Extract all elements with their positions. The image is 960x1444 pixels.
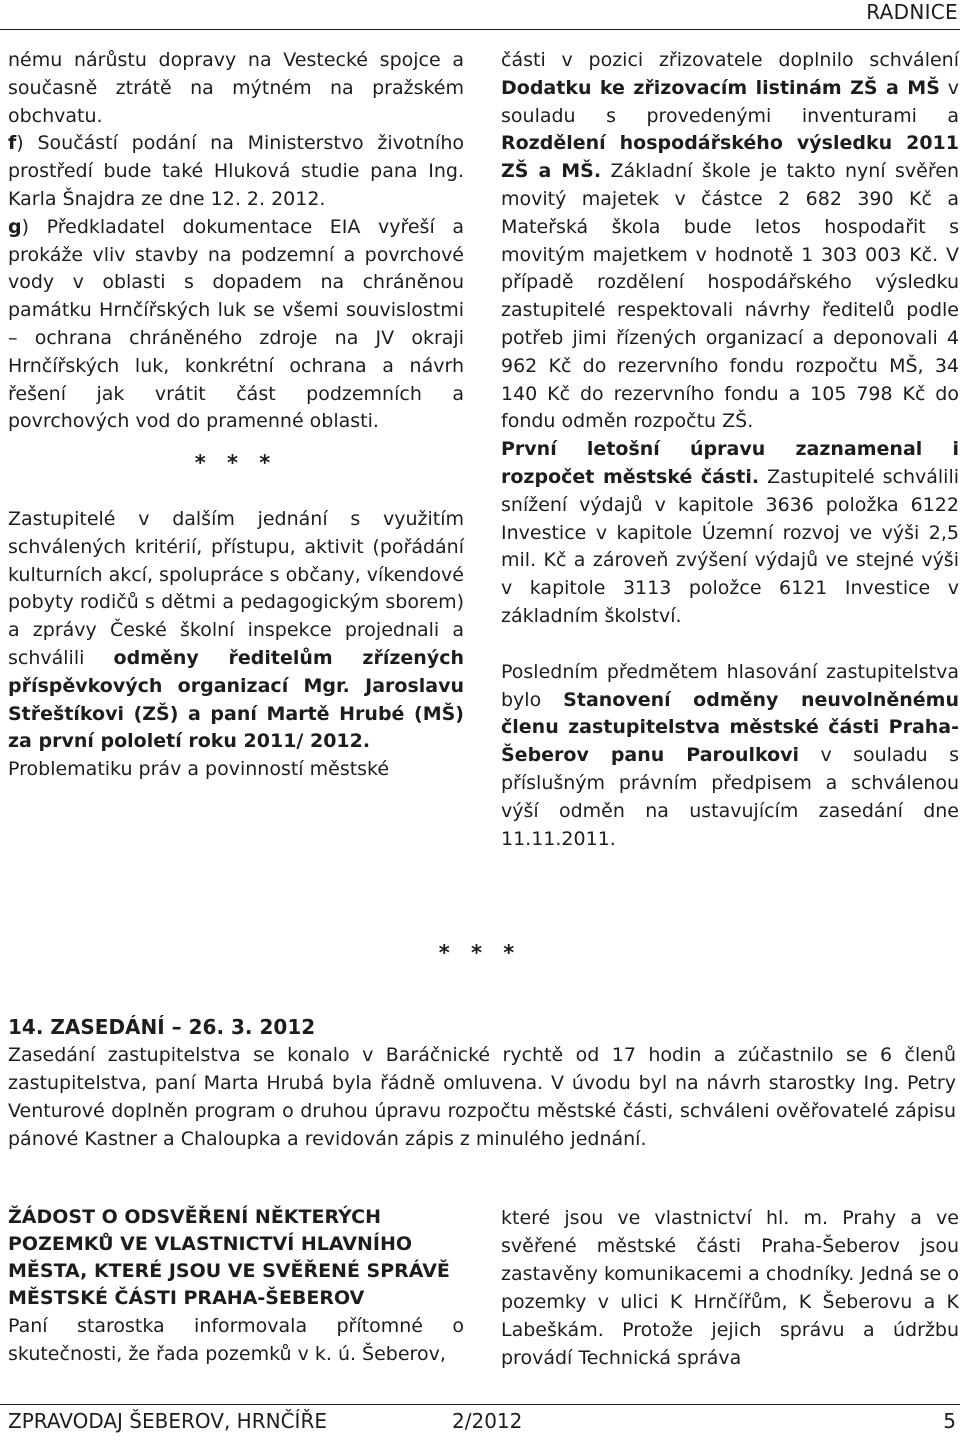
right-column bbox=[501, 47, 959, 853]
meeting-section bbox=[8, 1013, 956, 1153]
meeting-title: 14. ZASEDÁNÍ – 26. 3. 2012 bbox=[8, 1015, 316, 1039]
item-f-text: ) Součástí podání na Ministerstvo životního prostředí bude také Hluková studie pana Ing. Karla Šnajdra ze dne 12. 2. 2012. bbox=[8, 132, 464, 210]
item-marker-f: f bbox=[8, 132, 17, 155]
paragraph-left-1: nému nárůstu dopravy na Vestecké spojce a současně ztrátě na mýtném na pražském obchvatu. bbox=[8, 49, 464, 127]
rewards-intro: Zastupitelé v dalším jednání s využitím schválených kritérií, přístupu, aktivit (pořádání kulturních akcí, spolupráce s občany, víkendové pobyty rodičů s dětmi a pedagogickým sborem) a zprávy České školní inspekce projednali a schválili bbox=[8, 507, 464, 669]
rewards-bold: odměny ředitelům zřízených příspěvkových organizací Mgr. Jaroslavu Střeštíkovi (ZŠ) a paní Martě Hrubé (MŠ) za první pololetí roku 2011/ 2012. bbox=[8, 646, 464, 753]
text-run: Zastupitelé schválili snížení výdajů v kapitole 3636 položka 6122 Investice v kapitole Územní rozvoj ve výši 2,5 mil. Kč a zároveň zvýšení výdajů ve stejné výši v kapitole 3113 položce 6121 Investice v základním školství. bbox=[501, 465, 960, 627]
section-separator: * * * bbox=[194, 451, 278, 476]
page-number: 5 bbox=[943, 1409, 956, 1433]
text-run: v souladu s provedenými inventurami a bbox=[501, 76, 959, 127]
left-column bbox=[8, 47, 464, 784]
publication-name: ZPRAVODAJ ŠEBEROV, HRNČÍŘE bbox=[8, 1409, 327, 1433]
article-text-right: které jsou ve vlastnictví hl. m. Prahy a ve svěřené městské části Praha-Šeberov jsou zastavěny komunikacemi a chodníky. Jedná se o pozemky v ulici K Hrnčířům, K Šeberovu a K Labeškám. Protože jejich správu a údržbu provádí Technická správa bbox=[501, 1207, 959, 1369]
text-run: v souladu s příslušným právním předpisem a schválenou výší odměn na ustavujícím zasedání dne 11.11.2011. bbox=[501, 744, 959, 850]
article-text-left: Paní starostka informovala přítomné o skutečnosti, že řada pozemků v k. ú. Šeberov, bbox=[8, 1315, 464, 1365]
footer-rule bbox=[0, 1404, 960, 1405]
bold-run: Dodatku ke zřizovacím listinám ZŠ a MŠ bbox=[501, 76, 940, 99]
paragraph-right-3 bbox=[501, 659, 959, 854]
bold-run: Rozdělení hospodářského výsledku 2011 ZŠ a MŠ. bbox=[501, 132, 959, 183]
article-heading: ŽÁDOST O ODSVĚŘENÍ NĚKTERÝCH POZEMKŮ VE VLASTNICTVÍ HLAVNÍHO MĚSTA, KTERÉ JSOU VE SVĚŘENÉ SPRÁVĚ MĚSTSKÉ ČÁSTI PRAHA-ŠEBEROV bbox=[8, 1206, 450, 1309]
bold-run: Stanovení odměny neuvolněnému členu zastupitelstva městské části Praha-Šeberov panu Paroulkovi bbox=[501, 688, 960, 767]
item-g-text: ) Předkladatel dokumentace EIA vyřeší a prokáže vliv stavby na podzemní a povrchové vody v oblasti s dopadem na chráněnou památku Hrnčířských luk se všemi souvislostmi – ochrana chráněného zdroje na JV okraji Hrnčířských luk, konkrétní ochrana a návrh řešení jak vrátit část podzemních a povrchových vod do pramenné oblasti. bbox=[8, 215, 464, 433]
text-run: Základní škole je takto nyní svěřen movitý majetek v částce 2 682 390 Kč a Mateřská škola bude letos hospodařit s movitým majetkem v hodnotě 1 303 003 Kč. V případě rozdělení hospodářského výsledku zastupitelé respektovali návrhy ředitelů podle potřeb jimi řízených organizací a deponovali 4 962 Kč do rezervního fondu rozpočtu MŠ, 34 140 Kč do rezervního fondu a 105 798 Kč do fondu odměn rozpočtu ZŠ. bbox=[501, 160, 959, 433]
lower-right-column bbox=[501, 1204, 959, 1372]
section-separator-wide: * * * bbox=[438, 941, 522, 965]
paragraph-right-2 bbox=[501, 436, 959, 631]
meeting-body: Zasedání zastupitelstva se konalo v Baráčnické rychtě od 17 hodin a zúčastnilo se 6 členů zastupitelstva, paní Marta Hrubá byla řádně omluvena. V úvodu byl na návrh starostky Ing. Petry Venturové doplněn program o druhou úpravu rozpočtu městské části, schváleni ověřovatelé zápisu pánové Kastner a Chaloupka a revidován zápis z minulého jednání. bbox=[8, 1044, 956, 1150]
bold-run: První letošní úpravu zaznamenal i rozpočet městské části. bbox=[501, 438, 959, 488]
paragraph-left-5: Problematiku práv a povinností městské bbox=[8, 758, 390, 781]
header-rule bbox=[0, 29, 960, 30]
text-run: Posledním předmětem hlasování zastupitelstva bylo bbox=[501, 660, 959, 711]
paragraph-left-2 bbox=[8, 130, 464, 213]
issue-number: 2/2012 bbox=[452, 1409, 523, 1433]
text-run: části v pozici zřizovatele doplnilo schválení bbox=[501, 49, 959, 71]
paragraph-left-3 bbox=[8, 214, 464, 436]
paragraph-gap bbox=[501, 631, 959, 659]
paragraph-left-4 bbox=[8, 506, 464, 756]
item-marker-g: g bbox=[8, 215, 22, 238]
paragraph-right-1 bbox=[501, 47, 959, 436]
lower-left-column bbox=[8, 1204, 464, 1368]
section-label: RADNICE bbox=[866, 0, 958, 24]
